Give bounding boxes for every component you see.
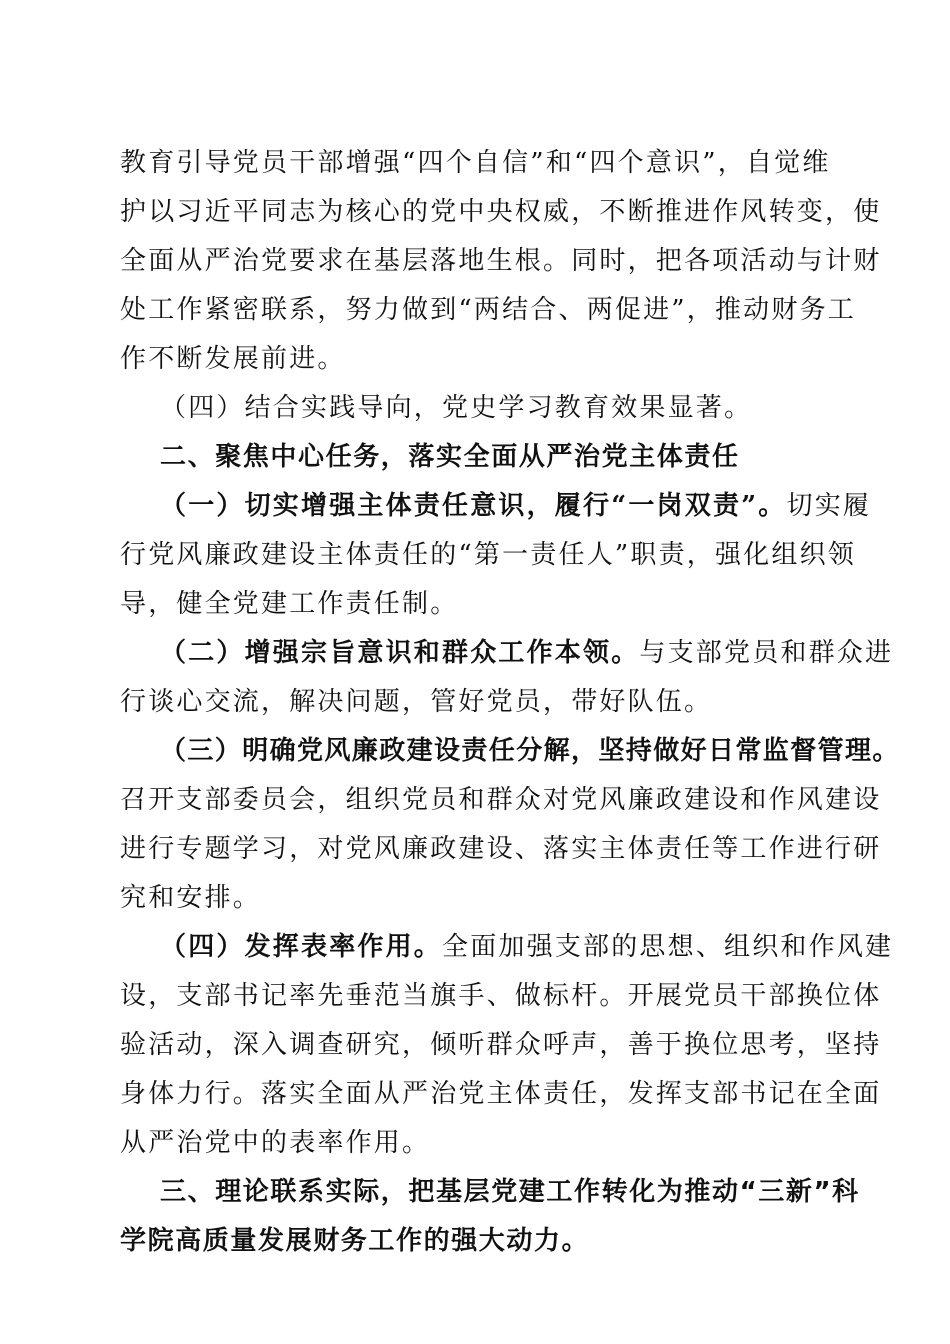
paragraph-line: [120, 293, 856, 327]
section-heading: [160, 1175, 860, 1209]
paragraph-line: [120, 832, 881, 866]
paragraph-line: [120, 1077, 881, 1111]
text-span: （四）结合实践导向，党史学习教育效果显著。: [160, 393, 753, 423]
paragraph-line: [120, 244, 881, 278]
text-span: 全面加强支部的思想、组织和作风建: [442, 932, 894, 962]
text-span: 作不断发展前进。: [120, 344, 346, 374]
lead-sentence: （四）发挥表率作用。: [160, 932, 443, 962]
paragraph-line: [120, 783, 881, 817]
text-span: 行谈心交流，解决问题，管好党员，带好队伍。: [120, 687, 713, 717]
text-span: 处工作紧密联系，努力做到“两结合、两促进”，推动财务工: [120, 295, 856, 325]
paragraph-line: [160, 930, 893, 964]
text-span: 究和安排。: [120, 883, 262, 913]
paragraph-line: [160, 636, 893, 670]
text-span: 召开支部委员会，组织党员和群众对党风廉政建设和作风建设: [120, 785, 882, 815]
paragraph-line: [120, 1028, 881, 1062]
text-span: 护以习近平同志为核心的党中央权威，不断推进作风转变，使: [120, 197, 882, 227]
paragraph-line: [120, 538, 856, 572]
text-span: 设，支部书记率先垂范当旗手、做标杆。开展党员干部换位体: [120, 981, 882, 1011]
paragraph-line: [120, 342, 346, 376]
paragraph-line: [120, 195, 881, 229]
text-span: 从严治党中的表率作用。: [120, 1128, 431, 1158]
text-span: 导，健全党建工作责任制。: [120, 589, 459, 619]
paragraph-line: [120, 979, 881, 1013]
section-heading: [160, 440, 740, 474]
text-span: 学院高质量发展财务工作的强大动力。: [120, 1226, 590, 1256]
text-span: 进行专题学习，对党风廉政建设、落实主体责任等工作进行研: [120, 834, 882, 864]
paragraph-line: [120, 881, 261, 915]
text-span: 教育引导党员干部增强“四个自信”和“四个意识”，自觉维: [120, 148, 831, 178]
section-heading: [120, 1224, 589, 1258]
text-span: 验活动，深入调查研究，倾听群众呼声，善于换位思考，坚持: [120, 1030, 882, 1060]
lead-sentence: （一）切实增强主体责任意识，履行“一岗双责”。: [160, 491, 787, 521]
lead-sentence: （三）明确党风廉政建设责任分解，坚持做好日常监督管理。: [160, 736, 900, 766]
paragraph-line: [160, 734, 900, 768]
paragraph-line: [160, 489, 871, 523]
paragraph-line: [120, 587, 458, 621]
text-span: 切实履: [786, 491, 872, 521]
text-span: 三、理论联系实际，把基层党建工作转化为推动“三新”科: [160, 1177, 860, 1207]
paragraph-line: [120, 146, 831, 180]
text-span: 全面从严治党要求在基层落地生根。同时，把各项活动与计财: [120, 246, 882, 276]
text-span: 二、聚焦中心任务，落实全面从严治党主体责任: [160, 442, 740, 472]
paragraph-line: [120, 685, 712, 719]
text-span: 身体力行。落实全面从严治党主体责任，发挥支部书记在全面: [120, 1079, 882, 1109]
subsection-heading: [160, 391, 752, 425]
text-span: 与支部党员和群众进: [639, 638, 894, 668]
paragraph-line: [120, 1126, 430, 1160]
text-span: 行党风廉政建设主体责任的“第一责任人”职责，强化组织领: [120, 540, 856, 570]
lead-sentence: （二）增强宗旨意识和群众工作本领。: [160, 638, 640, 668]
